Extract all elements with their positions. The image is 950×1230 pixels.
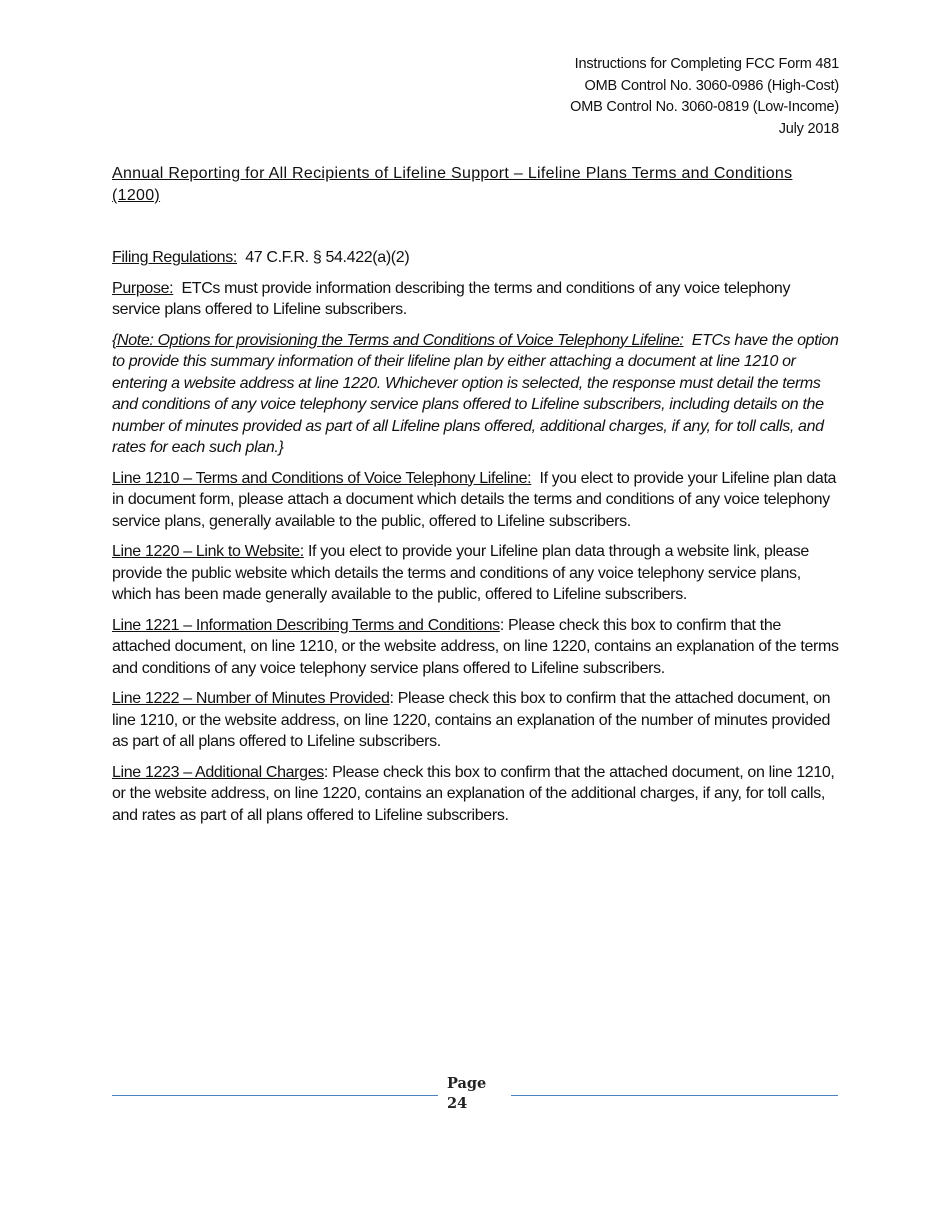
line-1210-text: If you elect to provide your Lifeline plan data in document form, please attach a document which details the terms and conditions of any voice telephony service plans, generally available to the public, offered to Lifeline subscribers. (112, 469, 837, 530)
header-omb-high-cost: OMB Control No. 3060-0986 (High-Cost) (584, 77, 839, 94)
footer-rule-left (112, 1095, 438, 1096)
note-paragraph (112, 330, 842, 459)
document-body (112, 163, 842, 835)
line-1222-label: Line 1222 – Number of Minutes Provided (112, 690, 390, 707)
line-1223-label: Line 1223 – Additional Charges (112, 763, 324, 781)
header-omb-low-income: OMB Control No. 3060-0819 (Low-Income) (570, 99, 839, 115)
page-number: 24 (447, 1095, 468, 1112)
line-1223-paragraph (112, 762, 842, 827)
line-1220-paragraph (112, 541, 842, 606)
header-form-title: Instructions for Completing FCC Form 481 (574, 56, 839, 72)
line-1222-text: : Please check this box to confirm that the attached document, on line 1210, or the website address, on line 1220, contains an explanation of the number of minutes provided as part of all plans offered to Lifeline subscribers. (112, 690, 831, 750)
purpose-paragraph (112, 278, 842, 321)
filing-regulations-paragraph (112, 247, 842, 269)
page-label: Page (447, 1075, 487, 1092)
line-1222-paragraph (112, 688, 842, 753)
section-title: Annual Reporting for All Recipients of Lifeline Support – Lifeline Plans Terms and Conditions (1200) (112, 165, 793, 204)
note-text: ETCs have the option to provide this summary information of their lifeline plan by either attaching a document at line 1210 or entering a website address at line 1220. Whichever option is selected, the response must detail the terms and conditions of any voice telephony service plans offered to Lifeline subscribers, including details on the number of minutes provided as part of all Lifeline plans offered, additional charges, if any, for toll calls, and rates for each such plan.} (112, 331, 839, 456)
line-1221-text: : Please check this box to confirm that the attached document, on line 1210, or the website address, on line 1220, contains an explanation of the terms and conditions of any voice telephony service plans offered to Lifeline subscribers. (112, 616, 839, 677)
page-number-block (447, 1074, 486, 1114)
line-1210-paragraph (112, 468, 842, 533)
page-footer (112, 1074, 838, 1122)
document-header (570, 54, 839, 140)
footer-rule-right (511, 1095, 838, 1096)
line-1223-text: : Please check this box to confirm that the attached document, on line 1210, or the website address, on line 1220, contains an explanation of the additional charges, if any, for toll calls, and rates as part of all plans offered to Lifeline subscribers. (112, 763, 835, 824)
purpose-text: ETCs must provide information describing the terms and conditions of any voice telephony service plans offered to Lifeline subscribers. (112, 279, 791, 318)
line-1210-label: Line 1210 – Terms and Conditions of Voice Telephony Lifeline: (112, 469, 532, 487)
line-1221-label: Line 1221 – Information Describing Terms and Conditions (112, 616, 500, 634)
header-date: July 2018 (778, 120, 839, 137)
filing-regulations-label: Filing Regulations: (112, 249, 237, 266)
filing-regulations-text: 47 C.F.R. § 54.422(a)(2) (245, 249, 410, 266)
line-1221-paragraph (112, 615, 842, 680)
purpose-label: Purpose: (112, 279, 174, 297)
line-1220-text: If you elect to provide your Lifeline plan data through a website link, please provide the public website which details the terms and conditions of any voice telephony service plans, which has been made generally available to the public, offered to Lifeline subscribers. (112, 543, 809, 603)
note-label: {Note: Options for provisioning the Terms and Conditions of Voice Telephony Lifeline: (112, 331, 684, 349)
line-1220-label: Line 1220 – Link to Website: (112, 543, 304, 560)
